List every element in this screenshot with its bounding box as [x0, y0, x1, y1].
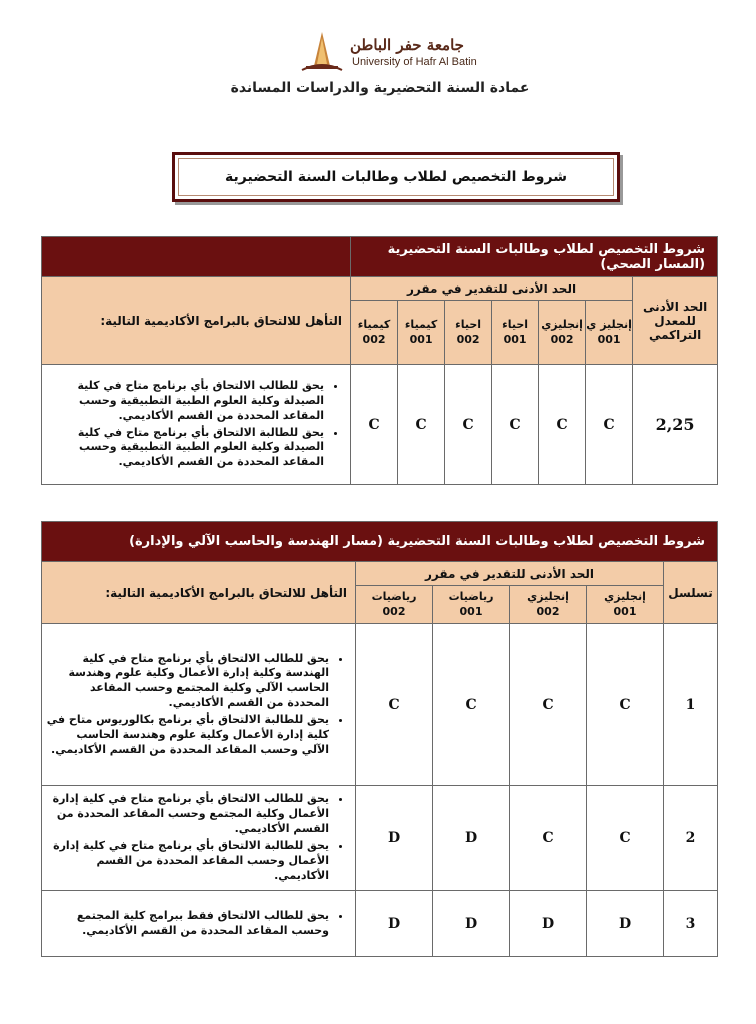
programs-cell [42, 891, 356, 957]
course-header: رياضيات 002 [356, 586, 433, 624]
course-header: احياء 002 [445, 301, 492, 365]
grade-cell: C [445, 365, 492, 485]
grade-cell: D [356, 891, 433, 957]
list-item: • يحق للطالب الالتحاق بأي برنامج متاح في كلية الصيدلة وكلية العلوم الطبية التطبيقية وحسب المقاعد المحددة من القسم الأكاديمي. [46, 379, 324, 424]
grade-cell: D [356, 786, 433, 891]
min-grade-header: الحد الأدنى للتقدير في مقرر [351, 277, 633, 301]
grade-cell: C [356, 624, 433, 786]
engineering-track-table [41, 521, 718, 957]
sequence-cell: 2 [664, 786, 718, 891]
health-track-table [41, 236, 718, 485]
grade-cell: C [586, 365, 633, 485]
grade-cell: C [539, 365, 586, 485]
gpa-header: الحد الأدنى للمعدل التراكمي [633, 277, 718, 365]
list-item: • يحق للطالبة الالتحاق بأي برنامج متاح في كلية الصيدلة وكلية العلوم الطبية التطبيقية وحسب المقاعد المحددة من القسم الأكاديمي. [46, 426, 324, 471]
list-item: • يحق للطالب الالتحاق فقط ببرامج كلية المجتمع وحسب المقاعد المحددة من القسم الأكاديمي. [46, 909, 329, 939]
course-header: رياضيات 001 [433, 586, 510, 624]
table-row [42, 786, 718, 891]
logo-english-name: University of Hafr Al Batin [352, 56, 477, 68]
university-logo [300, 30, 530, 80]
min-grade-header: الحد الأدنى للتقدير في مقرر [356, 562, 664, 586]
course-header: كيمياء 002 [351, 301, 398, 365]
grade-cell: C [433, 624, 510, 786]
table-heading: شروط التخصيص لطلاب وطالبات السنة التحضيرية (المسار الصحي) [351, 237, 718, 277]
grade-cell: C [587, 786, 664, 891]
course-header: احياء 001 [492, 301, 539, 365]
sequence-cell: 3 [664, 891, 718, 957]
list-item: • يحق للطالبة الالتحاق بأي برنامج بكالوريوس متاح في كلية إدارة الأعمال وكلية علوم وهندسة الحاسب الآلي وحسب المقاعد المحددة من القسم الأكاديمي. [46, 713, 329, 758]
course-header: إنجليزي 002 [510, 586, 587, 624]
table-row [42, 891, 718, 957]
grade-cell: C [351, 365, 398, 485]
course-header: كيمياء 001 [398, 301, 445, 365]
university-emblem-icon [300, 30, 344, 74]
programs-cell [42, 786, 356, 891]
table-row [42, 624, 718, 786]
course-header: إنجليزي 001 [587, 586, 664, 624]
deanship-name: عمادة السنة التحضيرية والدراسات المساندة [230, 80, 530, 96]
grade-cell: C [510, 624, 587, 786]
programs-header: التأهل للالتحاق بالبرامج الأكاديمية التالية: [42, 277, 351, 365]
gpa-value: 2,25 [633, 365, 718, 485]
logo-arabic-name: جامعة حفر الباطن [350, 36, 464, 54]
programs-cell [42, 365, 351, 485]
list-item: • يحق للطالب الالتحاق بأي برنامج متاح في كلية إدارة الأعمال وكلية المجتمع وحسب المقاعد المحددة من القسم الأكاديمي. [46, 792, 329, 837]
list-item: • يحق للطالب الالتحاق بأي برنامج متاح في كلية الهندسة وكلية إدارة الأعمال وكلية علوم وهندسة الحاسب الآلي وكلية المجتمع وحسب المقاعد المحددة من القسم الأكاديمي. [46, 652, 329, 711]
table-row [42, 365, 718, 485]
grade-cell: C [492, 365, 539, 485]
table-heading: شروط التخصيص لطلاب وطالبات السنة التحضيرية (مسار الهندسة والحاسب الآلي والإدارة) [42, 522, 718, 562]
grade-cell: C [398, 365, 445, 485]
grade-cell: D [433, 891, 510, 957]
grade-cell: D [510, 891, 587, 957]
document-title: شروط التخصيص لطلاب وطالبات السنة التحضيرية [225, 169, 567, 185]
grade-cell: C [587, 624, 664, 786]
document-title-box [172, 152, 620, 202]
grade-cell: D [433, 786, 510, 891]
sequence-header: تسلسل [664, 562, 718, 624]
grade-cell: C [510, 786, 587, 891]
course-header: إنجليزي 002 [539, 301, 586, 365]
sequence-cell: 1 [664, 624, 718, 786]
programs-cell [42, 624, 356, 786]
programs-header: التأهل للالتحاق بالبرامج الأكاديمية التالية: [42, 562, 356, 624]
grade-cell: D [587, 891, 664, 957]
course-header: إنجليز ي 001 [586, 301, 633, 365]
list-item: • يحق للطالبة الالتحاق بأي برنامج متاح في كلية إدارة الأعمال وحسب المقاعد المحددة من القسم الأكاديمي. [46, 839, 329, 884]
